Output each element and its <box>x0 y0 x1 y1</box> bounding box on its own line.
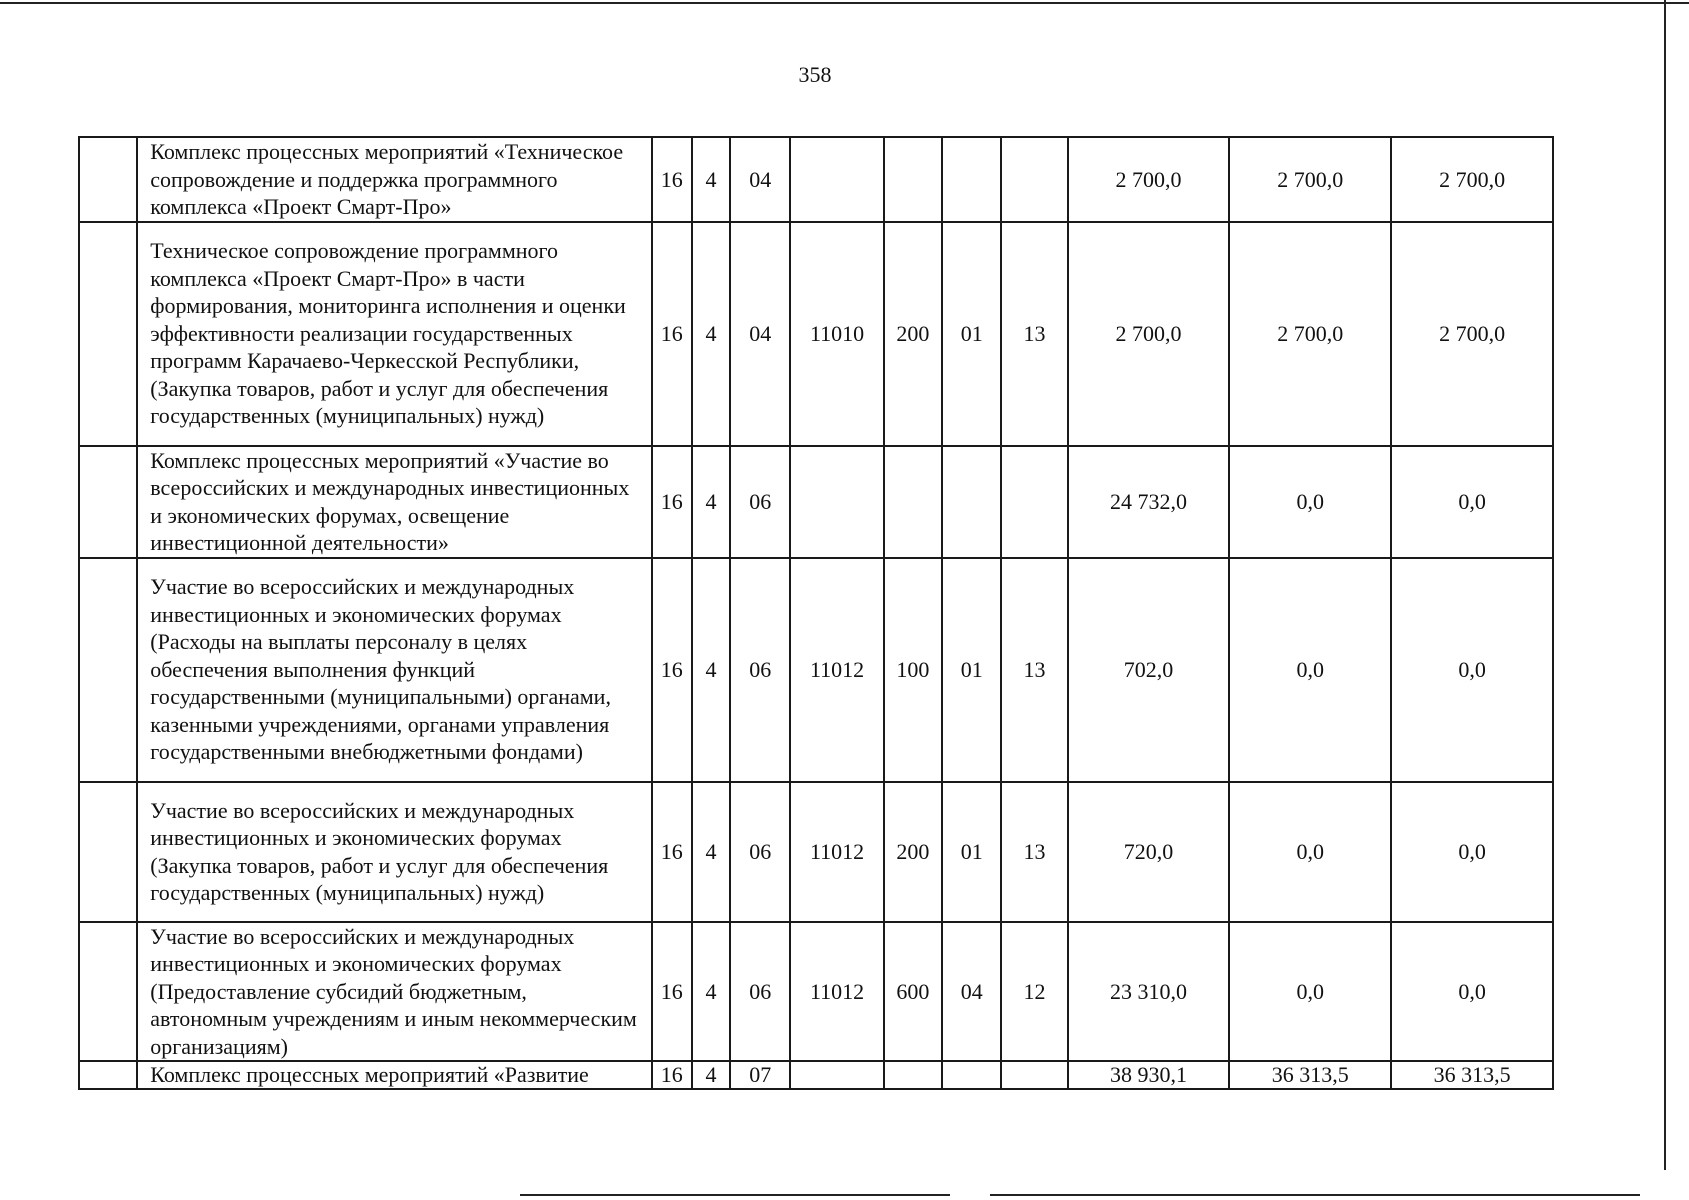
code-cell: 16 <box>652 137 692 222</box>
code-cell <box>1001 137 1067 222</box>
code-cell: 04 <box>730 137 790 222</box>
code-cell <box>1001 1061 1067 1089</box>
code-cell <box>884 446 942 558</box>
blank-cell <box>79 446 137 558</box>
code-cell: 600 <box>884 922 942 1062</box>
code-cell: 16 <box>652 1061 692 1089</box>
code-cell: 100 <box>884 558 942 782</box>
code-cell: 200 <box>884 222 942 446</box>
blank-cell <box>79 922 137 1062</box>
code-cell: 04 <box>730 222 790 446</box>
amount-cell: 2 700,0 <box>1068 222 1230 446</box>
code-cell: 07 <box>730 1061 790 1089</box>
row-description: Техническое сопровождение программного комплекса «Проект Смарт-Про» в части формирования, мониторинга исполнения и оценки эффективности реализации государственных программ Карачаево-Черкесской Республики, (Закупка товаров, работ и услуг для обеспечения государственных (муниципальных) нужд) <box>137 222 651 446</box>
table-row <box>79 137 1553 222</box>
amount-cell: 0,0 <box>1229 558 1391 782</box>
table-row <box>79 1061 1553 1089</box>
code-cell: 12 <box>1001 922 1067 1062</box>
row-description: Участие во всероссийских и международных инвестиционных и экономических форумах (Закупка товаров, работ и услуг для обеспечения государственных (муниципальных) нужд) <box>137 782 651 922</box>
amount-cell: 36 313,5 <box>1391 1061 1553 1089</box>
code-cell: 01 <box>942 782 1001 922</box>
amount-cell: 2 700,0 <box>1391 137 1553 222</box>
amount-cell: 2 700,0 <box>1229 222 1391 446</box>
amount-cell: 38 930,1 <box>1068 1061 1230 1089</box>
table-row <box>79 922 1553 1062</box>
table-row <box>79 558 1553 782</box>
code-cell: 11012 <box>790 922 883 1062</box>
amount-cell: 0,0 <box>1391 922 1553 1062</box>
code-cell: 11012 <box>790 782 883 922</box>
amount-cell: 702,0 <box>1068 558 1230 782</box>
blank-cell <box>79 782 137 922</box>
scan-border-top <box>0 2 1689 4</box>
code-cell: 16 <box>652 446 692 558</box>
amount-cell: 0,0 <box>1391 782 1553 922</box>
code-cell: 16 <box>652 222 692 446</box>
amount-cell: 36 313,5 <box>1229 1061 1391 1089</box>
code-cell <box>790 446 883 558</box>
code-cell: 16 <box>652 922 692 1062</box>
row-description: Комплекс процессных мероприятий «Участие во всероссийских и международных инвестиционных и экономических форумах, освещение инвестиционной деятельности» <box>137 446 651 558</box>
amount-cell: 720,0 <box>1068 782 1230 922</box>
scan-border-bottom-left <box>520 1194 950 1196</box>
code-cell: 04 <box>942 922 1001 1062</box>
code-cell <box>942 446 1001 558</box>
code-cell: 06 <box>730 782 790 922</box>
code-cell: 06 <box>730 922 790 1062</box>
budget-table <box>78 136 1554 1090</box>
code-cell: 11012 <box>790 558 883 782</box>
code-cell <box>790 1061 883 1089</box>
code-cell: 4 <box>692 558 730 782</box>
table-row <box>79 446 1553 558</box>
code-cell: 13 <box>1001 222 1067 446</box>
amount-cell: 0,0 <box>1391 446 1553 558</box>
amount-cell: 0,0 <box>1229 922 1391 1062</box>
amount-cell: 0,0 <box>1229 782 1391 922</box>
code-cell: 16 <box>652 782 692 922</box>
code-cell <box>942 1061 1001 1089</box>
code-cell: 13 <box>1001 782 1067 922</box>
table-row <box>79 222 1553 446</box>
row-description: Участие во всероссийских и международных инвестиционных и экономических форумах (Предоставление субсидий бюджетным, автономным учреждениям и иным некоммерческим организациям) <box>137 922 651 1062</box>
code-cell <box>884 1061 942 1089</box>
code-cell: 4 <box>692 222 730 446</box>
code-cell: 06 <box>730 558 790 782</box>
amount-cell: 0,0 <box>1391 558 1553 782</box>
row-description: Участие во всероссийских и международных инвестиционных и экономических форумах (Расходы на выплаты персоналу в целях обеспечения выполнения функций государственными (муниципальными) органами, казенными учреждениями, органами управления государственными внебюджетными фондами) <box>137 558 651 782</box>
blank-cell <box>79 558 137 782</box>
code-cell: 4 <box>692 782 730 922</box>
amount-cell: 24 732,0 <box>1068 446 1230 558</box>
code-cell: 16 <box>652 558 692 782</box>
amount-cell: 2 700,0 <box>1229 137 1391 222</box>
scan-border-bottom-right <box>990 1194 1640 1196</box>
code-cell <box>942 137 1001 222</box>
code-cell <box>1001 446 1067 558</box>
code-cell: 4 <box>692 922 730 1062</box>
code-cell: 13 <box>1001 558 1067 782</box>
code-cell: 11010 <box>790 222 883 446</box>
table-row <box>79 782 1553 922</box>
code-cell: 01 <box>942 222 1001 446</box>
amount-cell: 0,0 <box>1229 446 1391 558</box>
amount-cell: 23 310,0 <box>1068 922 1230 1062</box>
blank-cell <box>79 137 137 222</box>
code-cell: 4 <box>692 1061 730 1089</box>
code-cell: 06 <box>730 446 790 558</box>
blank-cell <box>79 1061 137 1089</box>
code-cell: 01 <box>942 558 1001 782</box>
code-cell: 4 <box>692 446 730 558</box>
page-number: 358 <box>798 62 832 87</box>
amount-cell: 2 700,0 <box>1068 137 1230 222</box>
blank-cell <box>79 222 137 446</box>
code-cell: 200 <box>884 782 942 922</box>
amount-cell: 2 700,0 <box>1391 222 1553 446</box>
code-cell <box>884 137 942 222</box>
code-cell: 4 <box>692 137 730 222</box>
row-description: Комплекс процессных мероприятий «Техническое сопровождение и поддержка программного комплекса «Проект Смарт-Про» <box>137 137 651 222</box>
code-cell <box>790 137 883 222</box>
scan-border-right <box>1664 0 1666 1170</box>
row-description: Комплекс процессных мероприятий «Развитие <box>137 1061 651 1089</box>
